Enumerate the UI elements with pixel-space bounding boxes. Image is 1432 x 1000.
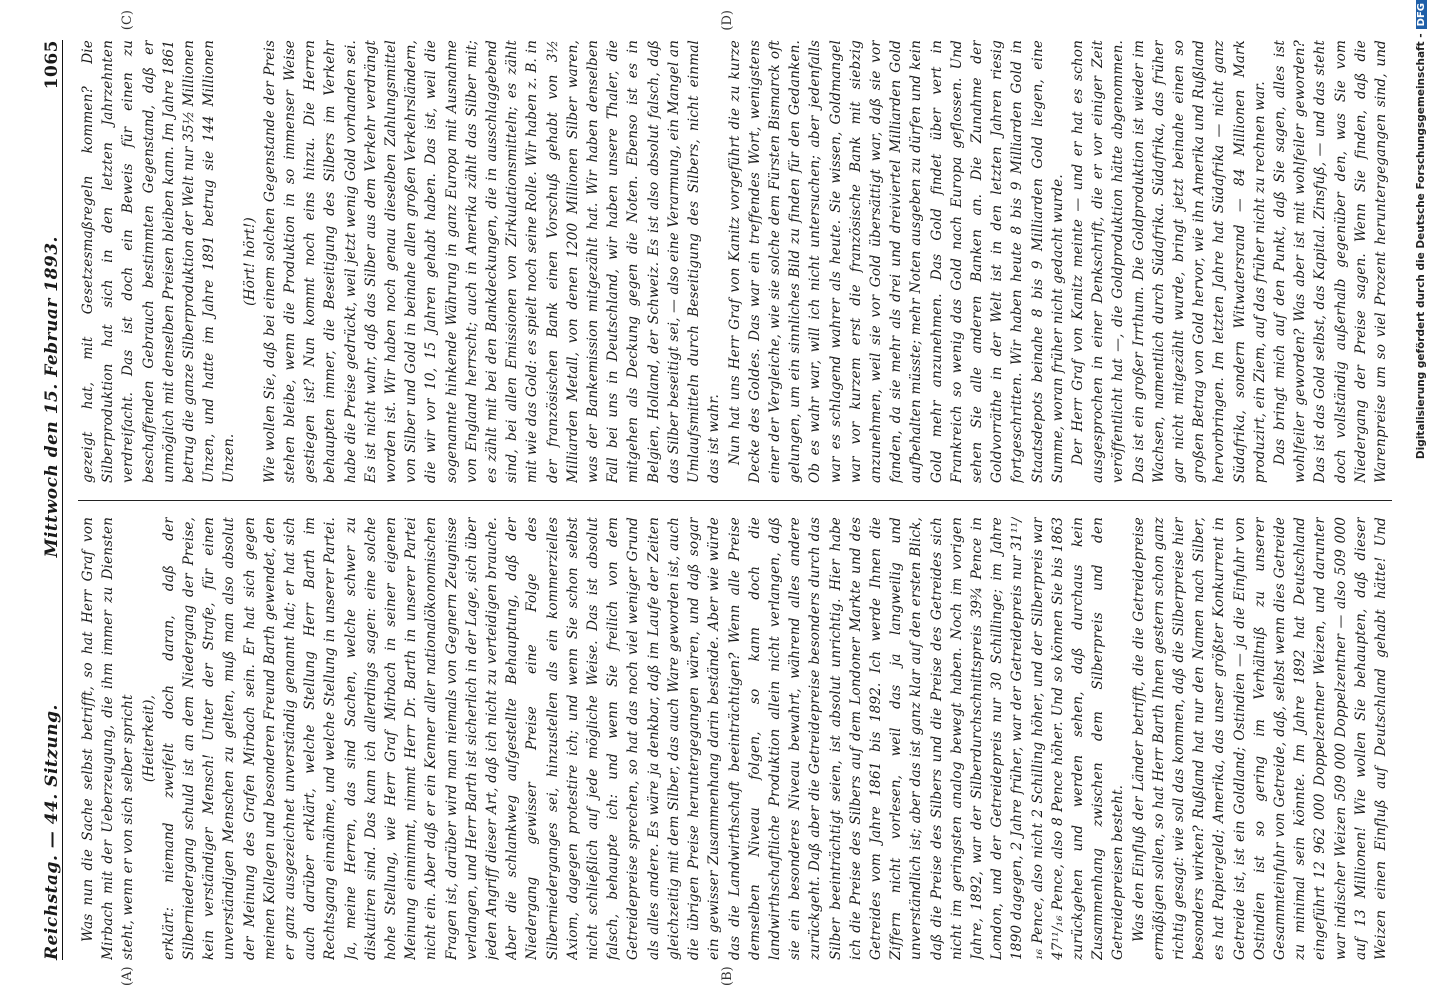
- paragraph: Was den Einfluß der Länder betrifft, die die Getreidepreise ermäßigen sollen, so hat Herr Barth Ihnen gestern schon ganz richtig gesagt: wie soll das kommen, daß die Silberpreise hier besonders wirken? Rußland hat nur den Namen nach Silber, es hat Papiergeld; Amerika, das unser größter Konkurrent in Getreide ist, ist ein Goldland; Ostindien — ja die Einfuhr von Ostindien ist so gering im Verhältniß zu unserer Gesammteinfuhr von Getreide, daß, selbst wenn dies Getreide zu minimal sein könnte. Im Jahre 1892 hat Deutschland eingeführt 12 962 000 Doppelzentner Weizen, und darunter war indischer Weizen 509 000 Doppelzentner — also 509 000 auf 13 Millionen! Wie wollen Sie behaupten, daß dieser Weizen einen Einfluß auf Deutschland gehabt hätte! Und: [1130, 517, 1389, 960]
- paragraph: gezeigt hat, mit Gesetzesmaßregeln kommen? Die Silberproduktion hat sich in den letzten Jahrzehnten verdreifacht. Das ist doch ein Beweis für einen zu beschaffenden Gebrauch bestimmten Gegenstand, daß er unmöglich mit denselben Preisen bleiben kann. Im Jahre 1861 betrug die ganze Silberproduktion der Welt nur 35½ Millionen Unzen, und hatte im Jahre 1891 betrug sie 144 Millionen Unzen.: [80, 40, 238, 483]
- watermark-text: Digitalisierung gefördert durch die Deutsche Forschungsgemeinschaft -: [1415, 33, 1427, 460]
- paragraph: Der Herr Graf von Kanitz meinte — und er hat es schon ausgesprochen in einer Denkschrift, die er vor einiger Zeit veröffentlicht hat —, die Goldproduktion hätte abgenommen. Das ist ein großer Irrthum. Die Goldproduktion ist wieder im Wachsen, namentlich durch Südafrika. Südafrika, das früher gar nicht mitgezählt wurde, bringt jetzt beinahe einen so großen Betrag von Gold hervor, wie ihn Amerika und Rußland hervorbringen. Im letzten Jahre hat Südafrika — nicht ganz Südafrika, sondern Witwatersrand — 84 Millionen Mark produzirt, ein Ziem, auf das früher nicht zu rechnen war.: [1069, 40, 1268, 483]
- dfg-logo: DFG: [1416, 0, 1427, 29]
- text-columns: [78, 40, 1392, 960]
- paragraph: Das bringt mich auf den Punkt, daß Sie sagen, alles ist wohlfeiler geworden? Was aber ist mit wohlfeiler geworden? Das ist das Gold selbst, das Kapital. Zinsfuß, — und das steht doch vollständig außerhalb gegenüber den, was Sie vom Niedergang der Preise sagen. Wenn Sie finden, daß die Warenpreise um so viel Prozent heruntergegangen sind, und: [1271, 40, 1389, 483]
- digitisation-watermark: [1412, 0, 1432, 1000]
- paragraph: Was nun die Sache selbst betrifft, so hat Herr Graf von Mirbach mit der Ueberzeugung, die ihm immer zu Diensten steht, wenn er von sich selber spricht: [80, 517, 137, 960]
- header-date: Mittwoch den 15. Februar 1893.: [42, 236, 62, 558]
- margin-marker-b: (B): [720, 966, 735, 986]
- paragraph: Wie wollen Sie, daß bei einem solchen Gegenstande der Preis stehen bleibe, wenn die Produktion in so immenser Weise gestiegen ist? Nun kommt noch eins hinzu. Die Herren behaupten immer, die Beseitigung des Silbers im Verkehr habe die Preise gedrückt, weil jetzt wenig Gold vorhanden sei. Es ist nicht wahr, daß das Silber aus dem Verkehr verdrängt worden ist. Wir haben noch genau dieselben Zahlungsmittel von Silber und Gold in beinahe allen großen Verkehrsländern, die wir vor 10, 15 Jahren gehabt haben. Das ist, weil die sogenannte hinkende Währung in ganz Europa mit Ausnahme von England herrscht; auch in Amerika zählt das Silber mit; es zählt mit bei den Bankdeckungen, die in ausschlaggebend sind, bei allen Emissionen von Zirkulationsmitteln; es zählt mit wie das Gold: es spielt noch seine Rolle. Wir haben z. B. in der französischen Bank einen Vorschuß gehabt von 3½ Milliarden Metall, von denen 1200 Millionen Silber waren, was der Bankemission mitgezählt hat. Wir haben denselben Fall bei uns in Deutschland, wir haben unsere Thaler, die mitgehen als Deckung gegen die Noten. Ebenso ist es in Belgien, Holland, der Schweiz. Es ist also absolut falsch, daß das Silber beseitigt sei, — also eine Verarmung, ein Mangel an Umlaufsmitteln durch Beseitigung des Silbers, nicht einmal das ist wahr.: [261, 40, 723, 483]
- page-number: 1065: [42, 40, 62, 90]
- margin-marker-d: (D): [720, 10, 735, 31]
- interjection: (Heiterkeit),: [140, 694, 157, 783]
- page-header: [32, 40, 63, 960]
- column-left: [78, 517, 1392, 960]
- interjection: (Hört! hört!): [241, 217, 258, 306]
- header-session: Reichstag. — 44. Sitzung.: [42, 704, 62, 960]
- margin-marker-a: (A): [120, 966, 135, 986]
- column-right: [78, 40, 1392, 483]
- margin-marker-c: (C): [120, 10, 135, 31]
- paragraph: erklärt: niemand zweifelt doch daran, daß der Silberniedergang schuld ist an dem Niedergang der Preise, kein verständiger Mensch! Unter der Strafe, für einen unverständigen Menschen zu gelten, muß man also absolut der Meinung des Grafen Mirbach sein. Er hat sich gegen meinen Kollegen und besonderen Freund Barth gewendet, den er ganz ausgezeichnet unverständig genannt hat; er hat sich auch darüber erklärt, welche Stellung Herr Barth im Rechtsgang einnähme, und welche Stellung in unserer Partei. Ja, meine Herren, das sind Sachen, welche schwer zu diskutiren sind. Das kann ich allerdings sagen: eine solche hohe Stellung, wie Herr Graf Mirbach in seiner eigenen Meinung einnimmt, nimmt Herr Dr. Barth in unserer Partei nicht ein. Aber daß er ein Kenner aller nationalökonomischen Fragen ist, darüber wird man niemals von Gegnern Zeugnisse verlangen, und Herr Barth ist sicherlich in der Lage, sich über jeden Angriff dieser Art, daß ich nicht zu verteidigen brauche. Aber die schlankweg aufgestellte Behauptung, daß der Niedergang gewisser Preise eine Folge des Silberniederganges sei, hinzustellen als ein kommerzielles Axiom, dagegen protestire ich; und wenn Sie schon selbst nicht schließlich auf jede mögliche Weise. Das ist absolut falsch, behaupte ich: und wenn Sie freilich von dem Getreidepreise sprechen, so hat das noch viel weniger Grund als alles andere. Es wäre ja denkbar, daß im Laufe der Zeiten gleichzeitig mit dem Silber, das auch Ware geworden ist, auch die übrigen Preise heruntergegangen wären, und daß sogar ein gewisser Zusammenhang darin bestände. Aber wie würde das die Landwirthschaft beeinträchtigen? Wenn alle Preise demselben Niveau folgen, so kann doch die landwirthschaftliche Produktion allein nicht verlangen, daß sie ein besonderes Niveau bewahrt, während alles andere zurückgeht. Daß aber die Getreidepreise besonders durch das Silber beeinträchtigt seien, ist absolut unrichtig. Hier habe ich die Preise des Silbers auf dem Londoner Markte und des Getreides vom Jahre 1861 bis 1892. Ich werde Ihnen die Ziffern nicht vorlesen, weil das ja langweilig und unverständlich ist; aber das ist ganz klar auf den ersten Blick, daß die Preise des Silbers und die Preise des Getreides sich nicht im geringsten analog bewegt haben. Noch im vorigen Jahre, 1892, war der Silberdurchschnittspreis 39¾ Pence in London, und der Getreidepreis nur 30 Schillinge; im Jahre 1890 dagegen, 2 Jahre früher, war der Getreidepreis nur 31¹¹/₁₆ Pence, also nicht 2 Schilling höher, und der Silberpreis war 47¹¹/₁₆ Pence, also 8 Pence höher. Und so können Sie bis 1863 zurückgehen und werden sehen, daß durchaus kein Zusammenhang zwischen dem Silberpreis und den Getreidepreisen besteht.: [160, 517, 1127, 960]
- paragraph: Nun hat uns Herr Graf von Kanitz vorgeführt die zu kurze Decke des Goldes. Das war ein treffendes Wort, wenigstens einer der Vergleiche, wie sie solche dem Fürsten Bismarck oft gelungen, um ein sinnliches Bild zu finden für den Gedanken. Ob es wahr war, will ich nicht untersuchen; aber jedenfalls war es schlagend wahrer als heute. Sie wissen, Goldmangel war vor kurzem erst die französische Bank mit siebzig anzunehmen, weil sie vor Gold übersättigt war, daß sie vor fanden, da sie mehr als drei und dreiviertel Milliarden Gold aufbehalten müsste; mehr Noten ausgeben zu dürfen und kein Gold mehr anzunehmen. Das Gold findet über vert in Frankreich so wenig das Gold nach Europa geflossen. Und sehen Sie alle anderen Banken an. Die Zunahme der Goldvorräthe in der Welt ist in den letzten Jahren riesig fortgeschritten. Wir haben heute 8 bis 9 Milliarden Gold in Staatsdepots beinahe 8 bis 9 Milliarden Gold liegen, eine Summe, woran früher nicht gedacht wurde.: [726, 40, 1066, 483]
